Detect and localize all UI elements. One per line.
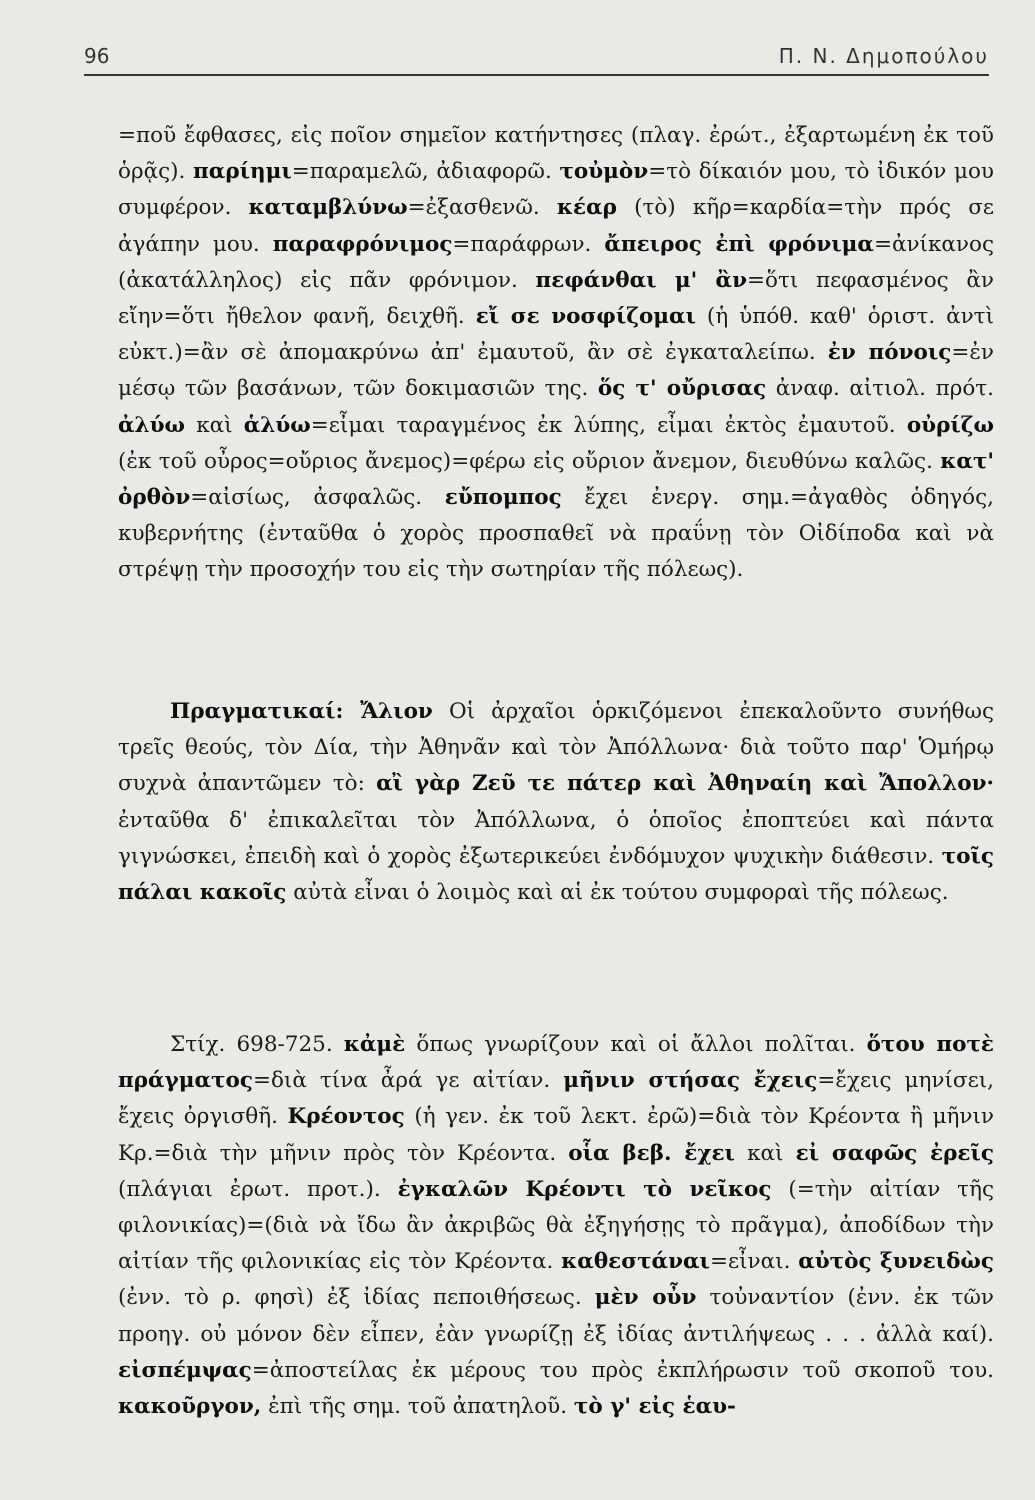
headword: κακοῦργον, bbox=[118, 1394, 262, 1420]
paragraph-glosses bbox=[118, 118, 994, 589]
gloss-text: (ἐνν. τὸ ρ. φησὶ) ἐξ ἰδίας πεποιθήσεως. bbox=[118, 1285, 595, 1311]
headword: μῆνιν στήσας ἔχεις bbox=[563, 1068, 818, 1094]
gloss-text: =παραμελῶ, ἀδιαφορῶ. bbox=[291, 159, 560, 185]
headword: τοῖς πάλαι κακοῖς bbox=[118, 843, 994, 906]
gloss-text: =παράφρων. bbox=[452, 231, 605, 257]
gloss-text: (ἐκ τοῦ οὖρος=οὔριος ἄνεμος)=φέρω εἰς οὔριον ἄνεμον, διευθύνω καλῶς. bbox=[118, 448, 941, 474]
headword: ἄπειρος ἐπὶ φρόνιμα bbox=[604, 231, 874, 257]
headword: παραφρόνιμος bbox=[272, 231, 453, 257]
gloss-text: (πλάγιαι ἐρωτ. προτ.). bbox=[118, 1176, 398, 1202]
gloss-text: =αἰσίως, ἀσφαλῶς. bbox=[190, 485, 445, 511]
headword: κατ' ὀρθὸν bbox=[118, 448, 994, 511]
gloss-text: (ἡ γεν. ἐκ τοῦ λεκτ. ἐρῶ)=διὰ τὸν Κρέοντα ἢ μῆνιν Κρ.=διὰ τὴν μῆνιν πρὸς τὸν Κρέοντα. bbox=[118, 1104, 994, 1166]
headword: εἰ σαφῶς ἐρεῖς bbox=[795, 1140, 994, 1166]
gloss-text: καὶ bbox=[734, 1140, 796, 1166]
headword: ἐγκαλῶν Κρέοντι τὸ νεῖκος bbox=[397, 1176, 772, 1202]
gloss-text: (=τὴν αἰτίαν τῆς φιλονικίας)=(διὰ νὰ ἴδω ἂν ἀκριβῶς θὰ ἐξηγήσῃς τὸ πρᾶγμα), ἀποδίδων τὴν αἰτίαν τῆς φιλονικίας εἰς τὸν Κρέοντα. bbox=[118, 1176, 994, 1275]
gloss-text: =τὸ δίκαιόν μου, τὸ ἰδικόν μου συμφέρον. bbox=[118, 159, 994, 221]
headword: πεφάνθαι μ' ἂν bbox=[535, 267, 748, 293]
headword: οἷα βεβ. ἔχει bbox=[568, 1140, 735, 1166]
gloss-text: αὐτὰ εἶναι ὁ λοιμὸς καὶ αἱ ἐκ τούτου συμφοραὶ τῆς πόλεως. bbox=[286, 880, 949, 906]
headword: ἐν πόνοις bbox=[827, 340, 952, 366]
gloss-text: ἐπὶ τῆς σημ. τοῦ ἀπατηλοῦ. bbox=[261, 1394, 574, 1420]
gloss-text: =ἐξασθενῶ. bbox=[407, 195, 557, 221]
gloss-text: =εἶμαι ταραγμένος ἐκ λύπης, εἶμαι ἐκτὸς ἐμαυτοῦ. bbox=[310, 412, 907, 438]
gloss-text: Στίχ. 698-725. bbox=[170, 1032, 344, 1057]
headword: Κρέοντος bbox=[287, 1104, 405, 1130]
gloss-text: ἀναφ. αἰτιολ. πρότ. bbox=[766, 376, 995, 402]
gloss-text: =διὰ τίνα ἆρά γε αἰτίαν. bbox=[252, 1068, 564, 1094]
gloss-text: =ποῦ ἔφθασες, εἰς ποῖον σημεῖον κατήντησες (πλαγ. ἐρώτ., ἐξαρτωμένη ἐκ τοῦ ὁρᾷς). bbox=[118, 123, 994, 185]
gloss-text: =ἀποστείλας ἐκ μέρους του πρὸς ἐκπλήρωσιν τοῦ σκοποῦ του. bbox=[251, 1357, 994, 1383]
headword: κέαρ bbox=[556, 195, 617, 221]
gloss-text: Οἱ ἀρχαῖοι ὁρκιζόμενοι ἐπεκαλοῦντο συνήθως τρεῖς θεούς, τὸν Δία, τὴν Ἀθηνᾶν καὶ τὸν Ἀπόλλωνα· διὰ τοῦτο παρ' Ὁμήρῳ συχνὰ ἀπαντῶμεν τὸ: bbox=[118, 699, 995, 797]
headword: τὸ γ' εἰς ἑαυ- bbox=[573, 1394, 736, 1420]
headword: οὐρίζω bbox=[906, 412, 994, 438]
headword: ὅτου ποτὲ πράγματος bbox=[118, 1032, 994, 1094]
gloss-text: =ἐν μέσῳ τῶν βασάνων, τῶν δοκιμασιῶν της. bbox=[118, 340, 994, 402]
page-number: 96 bbox=[84, 44, 110, 68]
headword: κἀμὲ bbox=[343, 1032, 406, 1057]
gloss-text: καὶ bbox=[185, 412, 244, 438]
headword: αἲ γὰρ Ζεῦ τε πάτερ καὶ Ἀθηναίη καὶ Ἄπολλον· bbox=[376, 771, 994, 797]
paragraph-verses-698-725 bbox=[118, 1027, 994, 1425]
headword: αὐτὸς ξυνειδὼς bbox=[798, 1249, 994, 1275]
paragraph-pragmatikai bbox=[118, 694, 994, 911]
gloss-text: =ἔχεις μηνίσει, ἔχεις ὀργισθῆ. bbox=[118, 1068, 994, 1130]
headword: εἰσπέμψας bbox=[118, 1357, 252, 1383]
headword: ὅς τ' οὔρισας bbox=[597, 376, 767, 402]
gloss-text: ἔχει ἐνεργ. σημ.=ἀγαθὸς ὁδηγός, κυβερνήτης (ἐνταῦθα ὁ χορὸς προσπαθεῖ νὰ πραΰνῃ τὸν Οἰδίποδα καὶ νὰ στρέψῃ τὴν προσοχήν του εἰς τὴν σωτηρίαν τῆς πόλεως). bbox=[118, 485, 994, 583]
headword: μὲν οὖν bbox=[594, 1285, 697, 1311]
headword: εἴ σε νοσφίζομαι bbox=[475, 304, 696, 330]
page-header bbox=[84, 44, 989, 74]
gloss-text: ἐνταῦθα δ' ἐπικαλεῖται τὸν Ἀπόλλωνα, ὁ ὁποῖος ἐποπτεύει καὶ πάντα γιγνώσκει, ἐπειδὴ καὶ ὁ χορὸς ἐξωτερικεύει ἐνδόμυχον ψυχικὴν διάθεσιν. bbox=[118, 807, 994, 869]
headword: τοὐμὸν bbox=[559, 159, 649, 185]
running-head: Π. Ν. Δημοπούλου bbox=[778, 44, 989, 68]
headword: ἁλύω bbox=[243, 412, 311, 438]
gloss-text: =ἀνίκανος (ἀκατάλληλος) εἰς πᾶν φρόνιμον. bbox=[118, 231, 994, 293]
gloss-text: =εἶναι. bbox=[709, 1249, 799, 1275]
gloss-text: τοὐναντίον (ἐνν. ἐκ τῶν προηγ. οὐ μόνον δὲν εἶπεν, ἐὰν γνωρίζῃ ἐξ ἰδίας ἀντιλήψεως . . . ἀλλὰ καί). bbox=[118, 1285, 994, 1347]
gloss-text: (ἡ ὑπόθ. καθ' ὁριστ. ἀντὶ εὐκτ.)=ἂν σὲ ἀπομακρύνω ἀπ' ἐμαυτοῦ, ἂν σὲ ἐγκαταλείπω. bbox=[118, 304, 994, 366]
gloss-text: ὅπως γνωρίζουν καὶ οἱ ἄλλοι πολῖται. bbox=[405, 1032, 867, 1057]
headword: καθεστάναι bbox=[561, 1249, 710, 1275]
headword: παρίημι bbox=[193, 159, 292, 185]
gloss-text: =ὅτι πεφασμένος ἂν εἴην=ὅτι ἤθελον φανῆ, δειχθῆ. bbox=[118, 267, 994, 330]
header-rule bbox=[84, 74, 989, 76]
headword: Πραγματικαί: Ἄλιον bbox=[170, 699, 433, 724]
gloss-text: (τὸ) κῆρ=καρδία=τὴν πρός σε ἀγάπην μου. bbox=[118, 195, 995, 257]
headword: καταμβλύνω bbox=[248, 195, 408, 221]
headword: ἀλύω bbox=[118, 412, 186, 438]
headword: εὔπομπος bbox=[444, 485, 562, 511]
